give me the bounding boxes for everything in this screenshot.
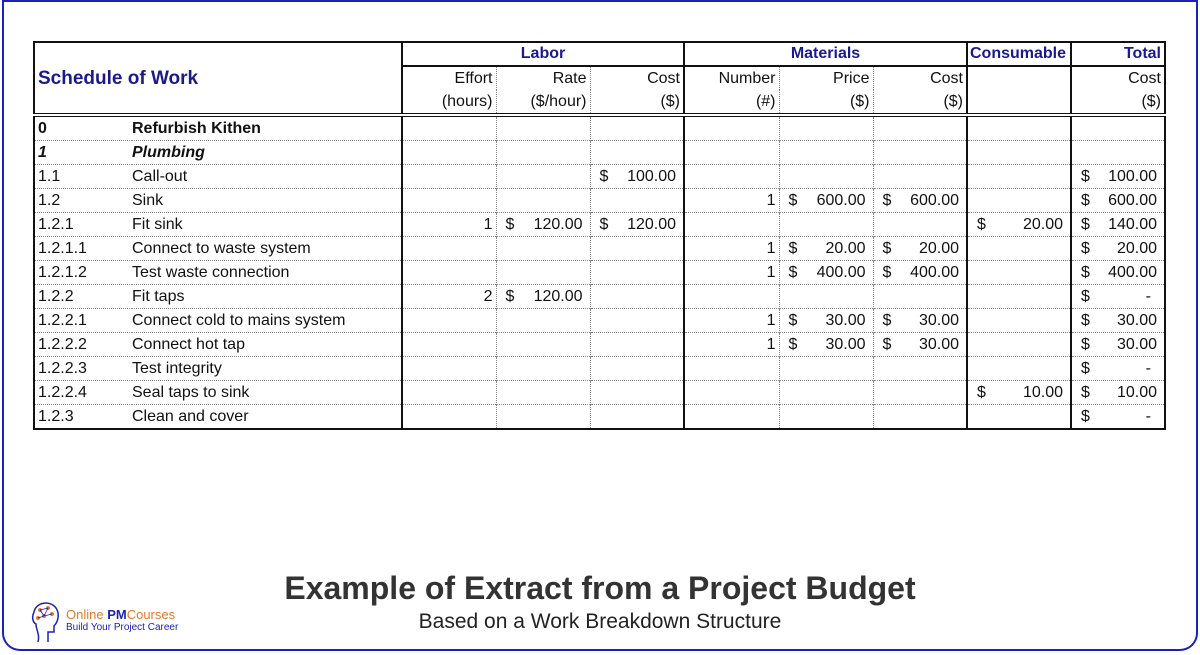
amount: - — [1145, 408, 1151, 425]
cell-effort — [402, 357, 496, 381]
cell-price — [779, 237, 873, 261]
cell-effort — [402, 405, 496, 430]
cell-number — [684, 285, 779, 309]
col-header-price: ($) — [779, 90, 873, 115]
cell-number — [684, 165, 779, 189]
cell-effort: 2 — [402, 285, 496, 309]
cell-total — [1071, 285, 1165, 309]
cell-labor-cost — [590, 141, 684, 165]
cell-effort — [402, 333, 496, 357]
task-name: Fit taps — [132, 285, 402, 309]
amount: 600.00 — [1108, 192, 1157, 209]
money-value — [500, 213, 587, 236]
cell-rate — [496, 357, 590, 381]
cell-rate — [496, 261, 590, 285]
cell-consumable — [967, 261, 1071, 285]
cell-labor-cost — [590, 381, 684, 405]
col-header-number: (#) — [684, 90, 779, 115]
money-value — [877, 189, 964, 212]
cell-consumable — [967, 381, 1071, 405]
money-value — [1075, 309, 1161, 332]
cell-mat-cost — [873, 333, 967, 357]
wbs-id: 1.2.2.1 — [34, 309, 132, 333]
cell-effort — [402, 165, 496, 189]
amount: 20.00 — [918, 240, 959, 257]
cell-rate — [496, 405, 590, 430]
cell-effort — [402, 189, 496, 213]
col-header-number: Number — [684, 66, 779, 90]
amount: 100.00 — [1108, 168, 1157, 185]
group-labor: Labor — [402, 42, 684, 66]
money-value — [971, 213, 1067, 236]
cell-number: 1 — [684, 189, 779, 213]
money-value — [1075, 213, 1161, 236]
cell-consumable — [967, 309, 1071, 333]
cell-price — [779, 333, 873, 357]
cell-consumable — [967, 141, 1071, 165]
cell-mat-cost — [873, 381, 967, 405]
money-value — [783, 333, 870, 356]
amount: 400.00 — [1108, 264, 1157, 281]
cell-price — [779, 115, 873, 141]
cell-price — [779, 261, 873, 285]
currency-symbol: $ — [1081, 192, 1090, 209]
currency-symbol: $ — [1081, 384, 1090, 401]
cell-rate — [496, 381, 590, 405]
cell-rate — [496, 165, 590, 189]
cell-effort — [402, 261, 496, 285]
cell-total — [1071, 333, 1165, 357]
budget-table — [33, 41, 1166, 430]
money-value — [783, 189, 870, 212]
currency-symbol: $ — [977, 216, 986, 233]
wbs-id: 1.2.2.2 — [34, 333, 132, 357]
money-value — [594, 165, 681, 188]
task-name: Sink — [132, 189, 402, 213]
currency-symbol: $ — [977, 384, 986, 401]
money-value — [1075, 261, 1161, 284]
cell-labor-cost — [590, 405, 684, 430]
cell-total — [1071, 357, 1165, 381]
amount: 30.00 — [918, 312, 959, 329]
table-row — [34, 213, 1165, 237]
cell-total — [1071, 115, 1165, 141]
amount: 30.00 — [918, 336, 959, 353]
logo-brand-pm: PM — [107, 607, 127, 622]
currency-symbol: $ — [788, 192, 798, 209]
task-name: Clean and cover — [132, 405, 402, 430]
cell-mat-cost — [873, 213, 967, 237]
cell-number: 1 — [684, 237, 779, 261]
cell-price — [779, 381, 873, 405]
cell-consumable — [967, 165, 1071, 189]
money-value — [1075, 165, 1161, 188]
cell-rate — [496, 213, 590, 237]
col-header-rate: ($/hour) — [496, 90, 590, 115]
col-header-mat-cost: Cost — [873, 66, 967, 90]
cell-labor-cost — [590, 309, 684, 333]
cell-number — [684, 381, 779, 405]
table-row — [34, 115, 1165, 141]
currency-symbol: $ — [505, 288, 515, 305]
task-name: Seal taps to sink — [132, 381, 402, 405]
cell-price — [779, 357, 873, 381]
wbs-id: 1.1 — [34, 165, 132, 189]
money-value — [877, 333, 964, 356]
cell-rate — [496, 141, 590, 165]
wbs-id: 1.2.3 — [34, 405, 132, 430]
amount: 20.00 — [1116, 240, 1157, 257]
task-name: Test integrity — [132, 357, 402, 381]
col-header-rate: Rate — [496, 66, 590, 90]
cell-number — [684, 213, 779, 237]
group-total: Total — [1071, 42, 1165, 66]
cell-mat-cost — [873, 165, 967, 189]
cell-consumable — [967, 115, 1071, 141]
table-row — [34, 309, 1165, 333]
col-header-consumable — [967, 66, 1071, 90]
amount: 140.00 — [1108, 216, 1157, 233]
cell-labor-cost — [590, 285, 684, 309]
amount: 10.00 — [1022, 384, 1063, 401]
cell-total — [1071, 381, 1165, 405]
cell-mat-cost — [873, 405, 967, 430]
task-name: Plumbing — [132, 141, 402, 165]
col-header-effort: Effort — [402, 66, 496, 90]
col-header-labor-cost: ($) — [590, 90, 684, 115]
currency-symbol: $ — [882, 312, 892, 329]
cell-price — [779, 285, 873, 309]
money-value — [1075, 333, 1161, 356]
cell-number — [684, 405, 779, 430]
amount: 600.00 — [910, 192, 959, 209]
cell-effort — [402, 309, 496, 333]
cell-number: 1 — [684, 309, 779, 333]
money-value — [594, 213, 681, 236]
col-header-price: Price — [779, 66, 873, 90]
amount: 400.00 — [910, 264, 959, 281]
group-materials: Materials — [684, 42, 967, 66]
money-value — [971, 381, 1067, 404]
amount: 30.00 — [1116, 336, 1157, 353]
money-value — [500, 285, 587, 308]
cell-consumable — [967, 189, 1071, 213]
cell-consumable — [967, 237, 1071, 261]
cell-total — [1071, 237, 1165, 261]
amount: 120.00 — [533, 288, 583, 305]
task-name: Connect hot tap — [132, 333, 402, 357]
currency-symbol: $ — [1081, 216, 1090, 233]
table-row — [34, 141, 1165, 165]
amount: 30.00 — [1116, 312, 1157, 329]
cell-rate — [496, 285, 590, 309]
cell-consumable — [967, 405, 1071, 430]
cell-labor-cost — [590, 333, 684, 357]
group-consumable: Consumable — [967, 42, 1071, 66]
cell-mat-cost — [873, 189, 967, 213]
table-row — [34, 165, 1165, 189]
col-header-consumable — [967, 90, 1071, 115]
currency-symbol: $ — [1081, 336, 1090, 353]
cell-effort — [402, 141, 496, 165]
cell-effort: 1 — [402, 213, 496, 237]
currency-symbol: $ — [599, 168, 609, 185]
cell-mat-cost — [873, 141, 967, 165]
cell-total — [1071, 165, 1165, 189]
currency-symbol: $ — [882, 264, 892, 281]
cell-labor-cost — [590, 115, 684, 141]
col-header-total-cost: Cost — [1071, 66, 1165, 90]
logo-tagline: Build Your Project Career — [66, 622, 179, 633]
currency-symbol: $ — [882, 240, 892, 257]
cell-total — [1071, 189, 1165, 213]
money-value — [1075, 189, 1161, 212]
cell-mat-cost — [873, 115, 967, 141]
money-value — [1075, 405, 1161, 428]
amount: 120.00 — [533, 216, 583, 233]
cell-price — [779, 405, 873, 430]
money-value — [1075, 357, 1161, 380]
wbs-id: 1.2.1.1 — [34, 237, 132, 261]
cell-total — [1071, 405, 1165, 430]
amount: 120.00 — [627, 216, 676, 233]
table-row — [34, 189, 1165, 213]
cell-total — [1071, 213, 1165, 237]
task-name: Fit sink — [132, 213, 402, 237]
logo-brand-online: Online — [66, 607, 108, 622]
cell-mat-cost — [873, 285, 967, 309]
task-name: Connect cold to mains system — [132, 309, 402, 333]
cell-labor-cost — [590, 165, 684, 189]
amount: 10.00 — [1116, 384, 1157, 401]
table-row — [34, 261, 1165, 285]
currency-symbol: $ — [788, 336, 798, 353]
cell-number — [684, 115, 779, 141]
currency-symbol: $ — [882, 192, 892, 209]
currency-symbol: $ — [1081, 264, 1090, 281]
table-row — [34, 381, 1165, 405]
cell-consumable — [967, 213, 1071, 237]
col-header-total-cost: ($) — [1071, 90, 1165, 115]
cell-total — [1071, 261, 1165, 285]
cell-number: 1 — [684, 261, 779, 285]
amount: 400.00 — [816, 264, 866, 281]
task-name: Connect to waste system — [132, 237, 402, 261]
currency-symbol: $ — [882, 336, 892, 353]
cell-labor-cost — [590, 357, 684, 381]
money-value — [783, 237, 870, 260]
caption-subtitle: Based on a Work Breakdown Structure — [418, 610, 782, 633]
cell-mat-cost — [873, 309, 967, 333]
money-value — [1075, 285, 1161, 308]
cell-price — [779, 189, 873, 213]
currency-symbol: $ — [1081, 168, 1090, 185]
cell-price — [779, 141, 873, 165]
money-value — [877, 261, 964, 284]
wbs-id: 1.2.2.3 — [34, 357, 132, 381]
cell-price — [779, 309, 873, 333]
currency-symbol: $ — [505, 216, 515, 233]
cell-number — [684, 357, 779, 381]
caption-title: Example of Extract from a Project Budget — [284, 570, 916, 606]
amount: - — [1145, 360, 1151, 377]
cell-effort — [402, 381, 496, 405]
table-row — [34, 237, 1165, 261]
cell-number: 1 — [684, 333, 779, 357]
cell-labor-cost — [590, 213, 684, 237]
cell-total — [1071, 309, 1165, 333]
col-header-labor-cost: Cost — [590, 66, 684, 90]
cell-mat-cost — [873, 261, 967, 285]
currency-symbol: $ — [1081, 408, 1090, 425]
money-value — [783, 261, 870, 284]
cell-consumable — [967, 333, 1071, 357]
cell-price — [779, 165, 873, 189]
cell-rate — [496, 189, 590, 213]
amount: 100.00 — [627, 168, 676, 185]
task-name: Call-out — [132, 165, 402, 189]
currency-symbol: $ — [788, 312, 798, 329]
money-value — [1075, 237, 1161, 260]
col-header-mat-cost: ($) — [873, 90, 967, 115]
cell-effort — [402, 115, 496, 141]
cell-rate — [496, 237, 590, 261]
cell-labor-cost — [590, 261, 684, 285]
task-name: Refurbish Kithen — [132, 120, 261, 137]
wbs-id: 1.2.1 — [34, 213, 132, 237]
cell-rate — [496, 115, 590, 141]
currency-symbol: $ — [788, 240, 798, 257]
table-row — [34, 357, 1165, 381]
currency-symbol: $ — [1081, 360, 1090, 377]
page-title: Schedule of Work — [34, 42, 402, 115]
wbs-id: 1.2 — [34, 189, 132, 213]
cell-consumable — [967, 285, 1071, 309]
cell-total — [1071, 141, 1165, 165]
currency-symbol: $ — [1081, 240, 1090, 257]
task-name: Test waste connection — [132, 261, 402, 285]
money-value — [877, 309, 964, 332]
cell-number — [684, 141, 779, 165]
money-value — [877, 237, 964, 260]
amount: 20.00 — [1022, 216, 1063, 233]
amount: 20.00 — [825, 240, 866, 257]
cell-rate — [496, 333, 590, 357]
money-value — [783, 309, 870, 332]
amount: 30.00 — [825, 312, 866, 329]
currency-symbol: $ — [599, 216, 609, 233]
cell-mat-cost — [873, 357, 967, 381]
wbs-id: 1.2.1.2 — [34, 261, 132, 285]
amount: 30.00 — [825, 336, 866, 353]
wbs-id: 1 — [34, 141, 132, 165]
wbs-id: 1.2.2 — [34, 285, 132, 309]
currency-symbol: $ — [1081, 312, 1090, 329]
currency-symbol: $ — [788, 264, 798, 281]
amount: 600.00 — [816, 192, 866, 209]
col-header-effort: (hours) — [402, 90, 496, 115]
wbs-id: 0 — [34, 115, 132, 141]
cell-labor-cost — [590, 237, 684, 261]
money-value — [1075, 381, 1161, 404]
logo-brand-courses: Courses — [126, 607, 176, 622]
cell-mat-cost — [873, 237, 967, 261]
cell-rate — [496, 309, 590, 333]
table-row — [34, 285, 1165, 309]
table-row — [34, 405, 1165, 430]
cell-price — [779, 213, 873, 237]
amount: - — [1145, 288, 1151, 305]
cell-effort — [402, 237, 496, 261]
cell-labor-cost — [590, 189, 684, 213]
table-row — [34, 333, 1165, 357]
cell-consumable — [967, 357, 1071, 381]
currency-symbol: $ — [1081, 288, 1090, 305]
wbs-id: 1.2.2.4 — [34, 381, 132, 405]
